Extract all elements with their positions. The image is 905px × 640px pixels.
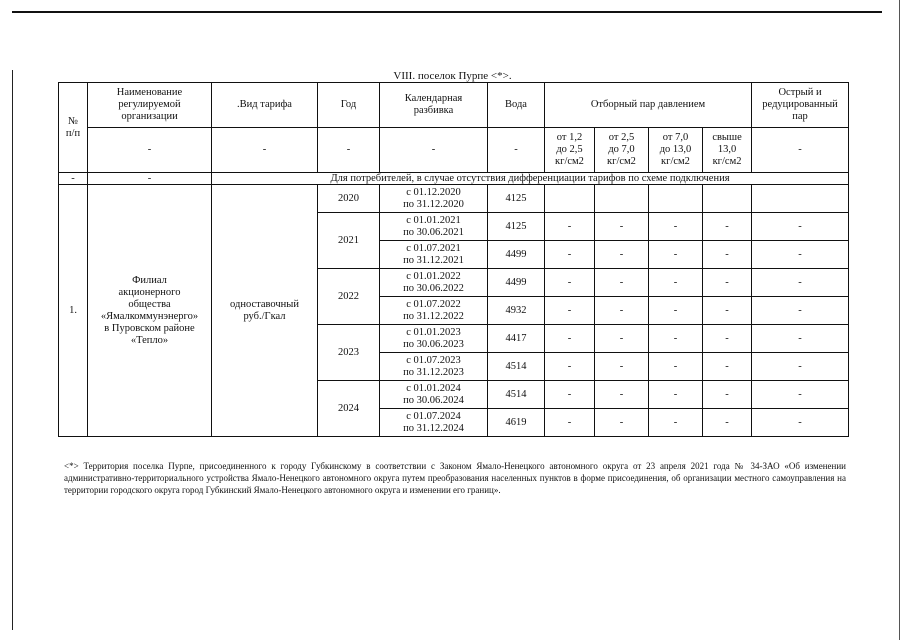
sharp-steam-value: -: [752, 241, 849, 269]
period-cell: с 01.01.2024 по 30.06.2024: [380, 381, 488, 409]
water-value: 4619: [488, 409, 545, 437]
subheader-pressure-3: от 7,0 до 13,0 кг/см2: [649, 128, 703, 173]
water-value: 4125: [488, 213, 545, 241]
pressure-3-value: [649, 185, 703, 213]
water-value: 4932: [488, 297, 545, 325]
subheader-dash: -: [318, 128, 380, 173]
water-value: 4514: [488, 381, 545, 409]
left-margin-line: [12, 70, 13, 630]
consumers-dash: -: [88, 173, 212, 185]
pressure-4-value: [703, 185, 752, 213]
pressure-1-value: -: [545, 353, 595, 381]
pressure-2-value: -: [595, 297, 649, 325]
period-cell: с 01.01.2023 по 30.06.2023: [380, 325, 488, 353]
year-cell: 2021: [318, 213, 380, 269]
pressure-1-value: -: [545, 241, 595, 269]
pressure-4-value: -: [703, 213, 752, 241]
tariff-table: [58, 82, 849, 437]
subheader-pressure-1: от 1,2 до 2,5 кг/см2: [545, 128, 595, 173]
year-cell: 2023: [318, 325, 380, 381]
sharp-steam-value: -: [752, 213, 849, 241]
subheader-pressure-4: свыше 13,0 кг/см2: [703, 128, 752, 173]
footnote: <*> Территория поселка Пурпе, присоединенного к городу Губкинскому в соответствии с Законом Ямало-Ненецкого автономного округа от 23 апреля 2021 года № 34-ЗАО «Об изменении административно-территориального устройства Ямало-Ненецкого автономного округа путем преобразования населенных пунктов в форме присоединения, об организации местного самоуправления на территории городского округа город Губкинский Ямало-Ненецкого автономного округа и изменении его границ».: [64, 461, 846, 495]
period-cell: с 01.01.2022 по 30.06.2022: [380, 269, 488, 297]
sharp-steam-value: -: [752, 409, 849, 437]
pressure-1-value: -: [545, 325, 595, 353]
consumers-text: Для потребителей, в случае отсутствия дифференциации тарифов по схеме подключения: [212, 173, 849, 185]
top-border-line: [12, 11, 882, 13]
organization-name: Филиал акционерного общества «Ямалкоммунэнерго» в Пуровском районе «Тепло»: [88, 185, 212, 437]
subheader-dash: -: [88, 128, 212, 173]
header-period: Календарная разбивка: [380, 83, 488, 128]
period-cell: с 01.07.2024 по 31.12.2024: [380, 409, 488, 437]
year-cell: 2022: [318, 269, 380, 325]
pressure-3-value: -: [649, 325, 703, 353]
subheader-dash: -: [380, 128, 488, 173]
period-cell: с 01.07.2022 по 31.12.2022: [380, 297, 488, 325]
section-title: VIII. поселок Пурпе <*>.: [393, 70, 512, 82]
pressure-2-value: [595, 185, 649, 213]
pressure-3-value: -: [649, 353, 703, 381]
pressure-3-value: -: [649, 409, 703, 437]
pressure-1-value: -: [545, 269, 595, 297]
header-water: Вода: [488, 83, 545, 128]
pressure-2-value: -: [595, 213, 649, 241]
sharp-steam-value: -: [752, 269, 849, 297]
subheader-dash: -: [752, 128, 849, 173]
sharp-steam-value: -: [752, 297, 849, 325]
pressure-2-value: -: [595, 269, 649, 297]
header-org: Наименование регулируемой организации: [88, 83, 212, 128]
pressure-1-value: -: [545, 409, 595, 437]
header-steam: Отборный пар давлением: [545, 83, 752, 128]
year-cell: 2024: [318, 381, 380, 437]
pressure-2-value: -: [595, 325, 649, 353]
pressure-1-value: -: [545, 297, 595, 325]
right-margin-line: [899, 0, 900, 640]
pressure-2-value: -: [595, 353, 649, 381]
sharp-steam-value: [752, 185, 849, 213]
pressure-1-value: -: [545, 381, 595, 409]
table-row: [59, 185, 849, 213]
water-value: 4499: [488, 269, 545, 297]
water-value: 4125: [488, 185, 545, 213]
period-cell: с 01.07.2021 по 31.12.2021: [380, 241, 488, 269]
pressure-4-value: -: [703, 269, 752, 297]
pressure-3-value: -: [649, 297, 703, 325]
sharp-steam-value: -: [752, 325, 849, 353]
pressure-2-value: -: [595, 381, 649, 409]
consumers-row: [59, 173, 849, 185]
water-value: 4417: [488, 325, 545, 353]
water-value: 4499: [488, 241, 545, 269]
pressure-1-value: [545, 185, 595, 213]
sharp-steam-value: -: [752, 381, 849, 409]
header-sharp-steam: Острый и редуцированный пар: [752, 83, 849, 128]
subheader-pressure-2: от 2,5 до 7,0 кг/см2: [595, 128, 649, 173]
pressure-3-value: -: [649, 213, 703, 241]
table-subheader-row: [59, 128, 849, 173]
header-num: № п/п: [59, 83, 88, 173]
period-cell: с 01.12.2020 по 31.12.2020: [380, 185, 488, 213]
pressure-4-value: -: [703, 409, 752, 437]
period-cell: с 01.01.2021 по 30.06.2021: [380, 213, 488, 241]
row-number: 1.: [59, 185, 88, 437]
pressure-4-value: -: [703, 241, 752, 269]
subheader-dash: -: [488, 128, 545, 173]
tariff-type: одноставочный руб./Гкал: [212, 185, 318, 437]
header-tariff: .Вид тарифа: [212, 83, 318, 128]
year-cell: 2020: [318, 185, 380, 213]
pressure-3-value: -: [649, 241, 703, 269]
pressure-2-value: -: [595, 409, 649, 437]
pressure-4-value: -: [703, 325, 752, 353]
pressure-3-value: -: [649, 269, 703, 297]
header-year: Год: [318, 83, 380, 128]
period-cell: с 01.07.2023 по 31.12.2023: [380, 353, 488, 381]
table-header-row: [59, 83, 849, 128]
pressure-4-value: -: [703, 381, 752, 409]
pressure-1-value: -: [545, 213, 595, 241]
pressure-2-value: -: [595, 241, 649, 269]
pressure-3-value: -: [649, 381, 703, 409]
pressure-4-value: -: [703, 353, 752, 381]
pressure-4-value: -: [703, 297, 752, 325]
sharp-steam-value: -: [752, 353, 849, 381]
subheader-dash: -: [212, 128, 318, 173]
consumers-dash: -: [59, 173, 88, 185]
water-value: 4514: [488, 353, 545, 381]
